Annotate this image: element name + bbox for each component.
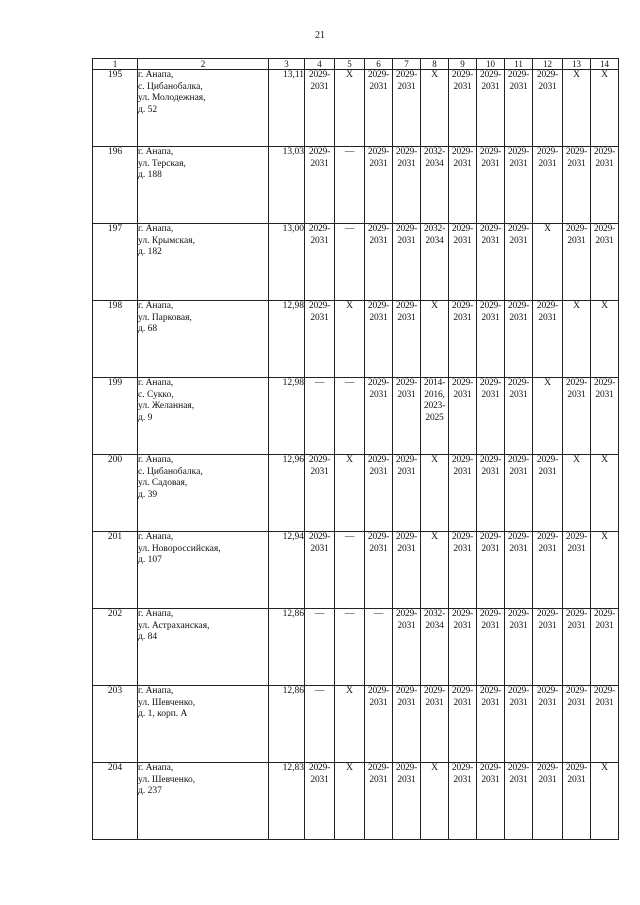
period-cell: 2029- 2031 [563,378,591,455]
table-row [93,70,619,147]
period-cell: 2029- 2031 [393,301,421,378]
period-cell: 2029- 2031 [393,378,421,455]
period-cell: X [335,70,365,147]
column-header: 13 [563,59,591,70]
column-header: 10 [477,59,505,70]
period-cell: 2029- 2031 [505,686,533,763]
period-cell: 2029- 2031 [365,455,393,532]
length-cell: 12,94 [269,532,305,609]
period-cell: 2029- 2031 [449,224,477,301]
period-cell: 2029- 2031 [477,609,505,686]
period-cell: 2029- 2031 [505,70,533,147]
period-cell: 2029- 2031 [365,224,393,301]
column-header: 2 [138,59,269,70]
row-number: 197 [93,224,138,301]
period-cell: 2029- 2031 [305,763,335,840]
period-cell: X [335,301,365,378]
period-cell: X [591,455,619,532]
period-cell: 2032- 2034 [421,147,449,224]
period-cell: X [335,686,365,763]
period-cell: X [533,224,563,301]
period-cell: — [365,609,393,686]
address-cell: г. Анапа, ул. Шевченко, д. 237 [138,763,269,840]
schedule-table [92,58,619,840]
period-cell: 2029- 2031 [421,686,449,763]
period-cell: X [421,455,449,532]
address-cell: г. Анапа, ул. Парковая, д. 68 [138,301,269,378]
period-cell: 2029- 2031 [505,532,533,609]
period-cell: 2029- 2031 [365,532,393,609]
period-cell: 2029- 2031 [477,301,505,378]
period-cell: 2029- 2031 [477,532,505,609]
period-cell: — [335,609,365,686]
address-cell: г. Анапа, с. Сукко, ул. Желанная, д. 9 [138,378,269,455]
period-cell: 2029- 2031 [505,224,533,301]
period-cell: 2029- 2031 [393,609,421,686]
length-cell: 12,83 [269,763,305,840]
period-cell: 2029- 2031 [505,609,533,686]
period-cell: 2029- 2031 [477,763,505,840]
period-cell: 2029- 2031 [477,455,505,532]
period-cell: 2029- 2031 [393,147,421,224]
column-header: 1 [93,59,138,70]
period-cell: 2029- 2031 [477,378,505,455]
period-cell: X [421,70,449,147]
period-cell: 2029- 2031 [533,686,563,763]
row-number: 195 [93,70,138,147]
row-number: 202 [93,609,138,686]
period-cell: 2029- 2031 [477,70,505,147]
length-cell: 13,00 [269,224,305,301]
length-cell: 12,86 [269,686,305,763]
row-number: 201 [93,532,138,609]
period-cell: X [591,763,619,840]
period-cell: 2029- 2031 [533,609,563,686]
column-header: 6 [365,59,393,70]
period-cell: X [533,378,563,455]
column-header: 11 [505,59,533,70]
period-cell: 2029- 2031 [393,224,421,301]
period-cell: X [563,301,591,378]
period-cell: — [335,147,365,224]
table-row [93,301,619,378]
table-row [93,609,619,686]
period-cell: 2029- 2031 [591,378,619,455]
period-cell: 2029- 2031 [533,70,563,147]
period-cell: 2029- 2031 [449,686,477,763]
period-cell: 2029- 2031 [505,301,533,378]
period-cell: — [335,224,365,301]
period-cell: 2029- 2031 [449,532,477,609]
address-cell: г. Анапа, ул. Астраханская, д. 84 [138,609,269,686]
period-cell: 2029- 2031 [305,147,335,224]
address-cell: г. Анапа, ул. Шевченко, д. 1, корп. А [138,686,269,763]
column-header: 3 [269,59,305,70]
period-cell: 2029- 2031 [365,70,393,147]
period-cell: 2029- 2031 [365,147,393,224]
period-cell: 2029- 2031 [533,455,563,532]
period-cell: 2029- 2031 [393,455,421,532]
period-cell: — [305,686,335,763]
period-cell: — [335,532,365,609]
page-number: 21 [315,30,325,41]
period-cell: 2029- 2031 [563,532,591,609]
period-cell: 2029- 2031 [393,532,421,609]
row-number: 196 [93,147,138,224]
row-number: 200 [93,455,138,532]
period-cell: X [335,455,365,532]
length-cell: 12,96 [269,455,305,532]
address-cell: г. Анапа, с. Цибанобалка, ул. Молодежная, д. 52 [138,70,269,147]
period-cell: 2029- 2031 [449,455,477,532]
table-row [93,455,619,532]
period-cell: 2029- 2031 [305,301,335,378]
address-cell: г. Анапа, ул. Терская, д. 188 [138,147,269,224]
table-row [93,686,619,763]
period-cell: X [591,70,619,147]
row-number: 198 [93,301,138,378]
period-cell: 2029- 2031 [563,147,591,224]
length-cell: 12,98 [269,301,305,378]
column-header: 14 [591,59,619,70]
period-cell: 2029- 2031 [365,763,393,840]
period-cell: X [335,763,365,840]
period-cell: — [335,378,365,455]
period-cell: 2029- 2031 [393,763,421,840]
period-cell: 2029- 2031 [533,147,563,224]
table-row [93,147,619,224]
period-cell: 2029- 2031 [563,686,591,763]
table-row [93,532,619,609]
row-number: 204 [93,763,138,840]
period-cell: 2029- 2031 [505,455,533,532]
table-row [93,224,619,301]
period-cell: — [305,609,335,686]
period-cell: 2029- 2031 [449,70,477,147]
address-cell: г. Анапа, с. Цибанобалка, ул. Садовая, д. 39 [138,455,269,532]
table-row [93,378,619,455]
period-cell: 2029- 2031 [365,686,393,763]
period-cell: X [591,532,619,609]
table-row [93,763,619,840]
period-cell: 2029- 2031 [563,609,591,686]
period-cell: 2029- 2031 [449,609,477,686]
period-cell: 2032- 2034 [421,609,449,686]
period-cell: 2029- 2031 [305,70,335,147]
column-header: 12 [533,59,563,70]
period-cell: 2029- 2031 [533,301,563,378]
period-cell: 2029- 2031 [449,301,477,378]
period-cell: X [421,301,449,378]
period-cell: X [563,70,591,147]
period-cell: 2029- 2031 [591,686,619,763]
length-cell: 12,86 [269,609,305,686]
period-cell: 2029- 2031 [393,686,421,763]
period-cell: 2032- 2034 [421,224,449,301]
column-header: 8 [421,59,449,70]
period-cell: 2029- 2031 [533,763,563,840]
column-header: 9 [449,59,477,70]
period-cell: — [305,378,335,455]
period-cell: 2029- 2031 [393,70,421,147]
period-cell: 2029- 2031 [477,147,505,224]
header-row [93,59,619,70]
column-header: 7 [393,59,421,70]
period-cell: 2029- 2031 [505,763,533,840]
period-cell: 2029- 2031 [505,147,533,224]
table-body [93,70,619,840]
address-cell: г. Анапа, ул. Новороссийская, д. 107 [138,532,269,609]
period-cell: 2029- 2031 [591,224,619,301]
period-cell: X [563,455,591,532]
period-cell: 2029- 2031 [591,147,619,224]
length-cell: 13,03 [269,147,305,224]
period-cell: X [591,301,619,378]
period-cell: 2029- 2031 [505,378,533,455]
row-number: 203 [93,686,138,763]
period-cell: 2029- 2031 [477,224,505,301]
period-cell: 2029- 2031 [449,378,477,455]
period-cell: 2029- 2031 [305,224,335,301]
period-cell: 2029- 2031 [365,378,393,455]
period-cell: 2014- 2016, 2023- 2025 [421,378,449,455]
period-cell: 2029- 2031 [591,609,619,686]
period-cell: 2029- 2031 [365,301,393,378]
period-cell: 2029- 2031 [533,532,563,609]
length-cell: 12,98 [269,378,305,455]
period-cell: 2029- 2031 [449,147,477,224]
row-number: 199 [93,378,138,455]
period-cell: 2029- 2031 [477,686,505,763]
period-cell: 2029- 2031 [449,763,477,840]
length-cell: 13,11 [269,70,305,147]
period-cell: 2029- 2031 [563,763,591,840]
period-cell: 2029- 2031 [563,224,591,301]
address-cell: г. Анапа, ул. Крымская, д. 182 [138,224,269,301]
column-header: 4 [305,59,335,70]
period-cell: X [421,532,449,609]
period-cell: 2029- 2031 [305,455,335,532]
period-cell: X [421,763,449,840]
period-cell: 2029- 2031 [305,532,335,609]
column-header: 5 [335,59,365,70]
